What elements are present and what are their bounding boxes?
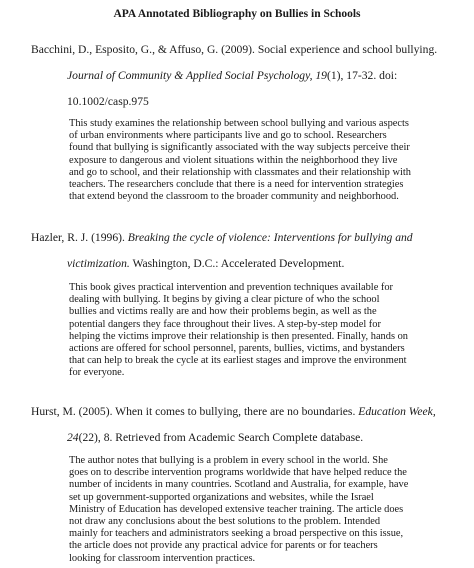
- entry-2-book-title-cont: victimization.: [67, 257, 130, 270]
- entry-1-doi: 10.1002/casp.975: [67, 95, 149, 108]
- annotation-line: goes on to describe intervention programs worldwide that have helped reduce the: [69, 467, 407, 479]
- annotation-line: number of incidents in many countries. Scotland and Australia, for example, have: [69, 479, 409, 491]
- entry-1-reference-line-1: Bacchini, D., Esposito, G., & Affuso, G. (2009). Social experience and school bullying.: [31, 43, 438, 56]
- entry-3-annotation: [69, 455, 469, 565]
- annotation-line: dealing with bullying. It begins by giving a clear picture of who the school: [69, 294, 380, 306]
- annotation-line: looking for classroom intervention practices.: [69, 552, 256, 564]
- annotation-line: The author notes that bullying is a problem in every school in the world. She: [69, 455, 388, 466]
- annotation-line: found that bullying is significantly associated with the way subjects perceive their: [69, 142, 410, 154]
- entry-3-volume: 24: [67, 431, 79, 444]
- entry-3-periodical: Education Week,: [358, 405, 436, 418]
- annotation-line: teachers. The researchers conclude that there is a need for intervention strategies: [69, 178, 404, 190]
- entry-2-reference-line-1: [31, 231, 413, 244]
- entry-1-issue-pages: (1), 17-32. doi:: [326, 69, 398, 82]
- entry-1-reference-line-2: [67, 69, 397, 82]
- annotation-line: set up government-supported organizations and websites, while the Israel: [69, 491, 374, 503]
- entry-3-retrieval: (22), 8. Retrieved from Academic Search Complete database.: [78, 431, 364, 444]
- entry-2-reference-line-2: [67, 257, 344, 270]
- annotation-line: bullies and victims really are and how their problems begin, as well as the: [69, 306, 377, 318]
- annotation-line: This book gives practical intervention and prevention techniques available for: [69, 282, 394, 293]
- annotation-line: actions are offered for school personnel, parents, bullies, victims, and bystanders: [69, 342, 405, 354]
- annotation-line: that extend beyond the classroom to the broader community and neighborhood.: [69, 191, 399, 203]
- annotation-line: Ministry of Education has developed extensive teacher training. The article does: [69, 503, 404, 515]
- annotation-line: for everyone.: [69, 367, 125, 379]
- annotation-line: that can help to break the cycle at its earliest stages and improve the environment: [69, 355, 407, 367]
- annotation-line: of urban environments where participants live and go to school. Researchers: [69, 130, 387, 142]
- annotation-line: and go to school, and their relationship with classmates and their relationship with: [69, 166, 411, 178]
- entry-1-journal-title: Journal of Community & Applied Social Psychology, 19: [67, 69, 327, 82]
- entry-3-reference-line-1: [31, 405, 436, 418]
- entry-2-book-title: Breaking the cycle of violence: Interventions for bullying and: [127, 231, 413, 244]
- annotation-line: potential dangers they face throughout their lives. A step-by-step model for: [69, 318, 381, 330]
- annotation-line: not draw any conclusions about the best solutions to the problem. Intended: [69, 515, 381, 527]
- entry-2-annotation: [69, 282, 469, 380]
- annotation-line: the article does not provide any practical advice for parents or for teachers: [69, 540, 378, 552]
- entry-2-publisher: Washington, D.C.: Accelerated Development.: [129, 257, 345, 270]
- annotation-line: helping the victims improve their relationship is then presented. Finally, hands on: [69, 330, 408, 342]
- annotation-line: exposure to dangerous and violent situations within the neighborhood they live: [69, 154, 398, 166]
- entry-2-author-year: Hazler, R. J. (1996).: [31, 231, 128, 244]
- annotation-line: This study examines the relationship between school bullying and various aspects: [69, 118, 409, 129]
- document-title: APA Annotated Bibliography on Bullies in Schools: [113, 8, 361, 20]
- entry-3-reference-line-2: [67, 431, 363, 444]
- entry-1-annotation: [69, 118, 469, 203]
- annotation-line: mainly for teachers and administrators seeking a broad perspective on this issue,: [69, 528, 404, 540]
- entry-3-author-title: Hurst, M. (2005). When it comes to bullying, there are no boundaries.: [31, 405, 359, 418]
